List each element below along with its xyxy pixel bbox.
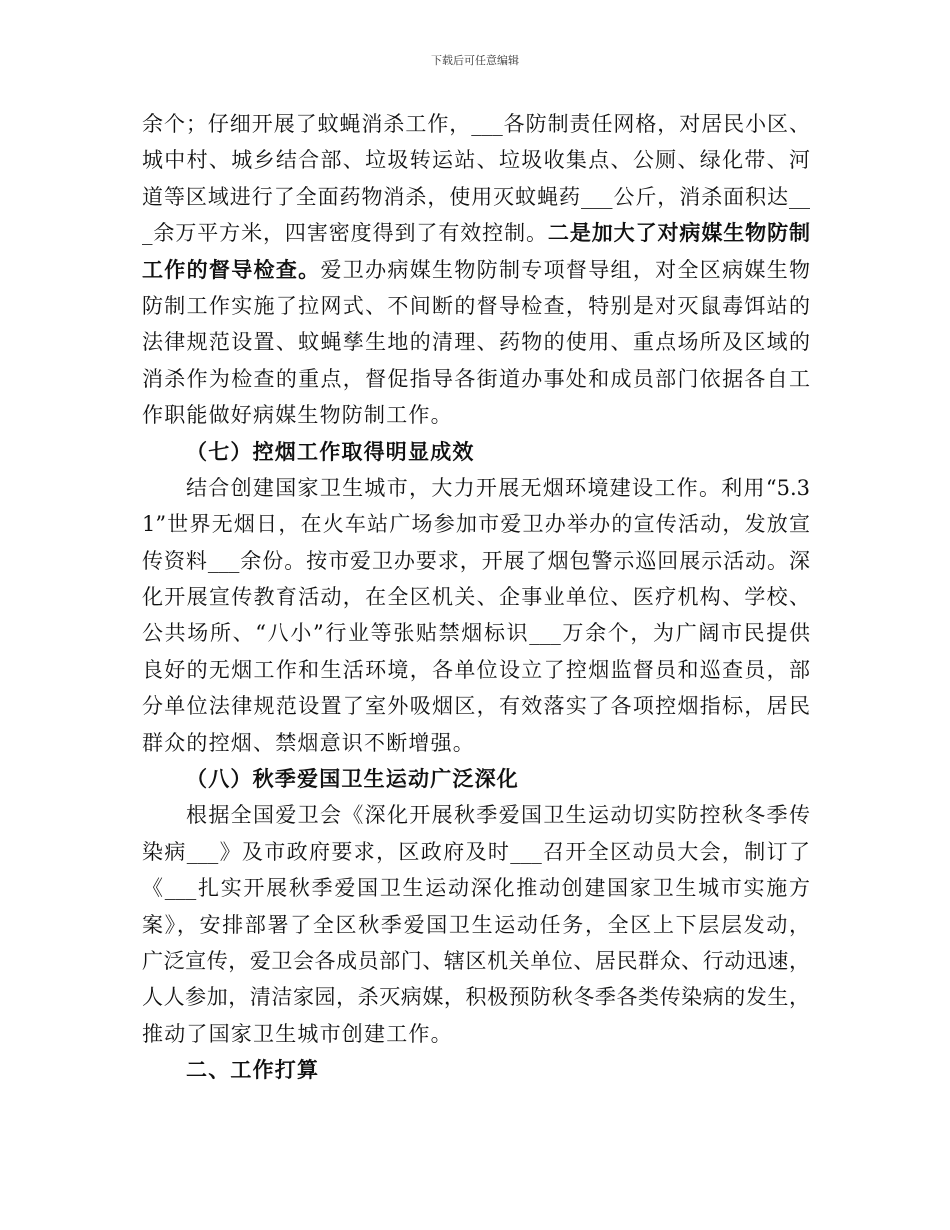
- text-line: 余个；仔细开展了蚊蝇消杀工作，___各防制责任网格，对居民小区、: [142, 112, 810, 136]
- text-line: 《___扎实开展秋季爱国卫生运动深化推动创建国家卫生城市实施方: [142, 876, 810, 901]
- section-heading: （八）秋季爱国卫生运动广泛深化: [186, 766, 519, 792]
- text-line: 道等区域进行了全面药物消杀，使用灭蚊蝇药___公斤，消杀面积达__: [142, 184, 810, 209]
- text-line: 结合创建国家卫生城市，大力开展无烟环境建设工作。利用“5.3: [186, 475, 810, 500]
- text-segment: _余万平方米，四害密度得到了有效控制。: [142, 221, 548, 246]
- text-line: 1”世界无烟日，在火车站广场参加市爱卫办举办的宣传活动，发放宣: [142, 512, 810, 537]
- text-line: 推动了国家卫生城市创建工作。: [142, 1021, 453, 1046]
- text-line: 分单位法律规范设置了室外吸烟区，有效落实了各项控烟指标，居民: [142, 694, 810, 719]
- text-line: 化开展宣传教育活动，在全区机关、企事业单位、医疗机构、学校、: [142, 585, 810, 610]
- text-line: 公共场所、“八小”行业等张贴禁烟标识___万余个，为广阔市民提供: [142, 621, 810, 646]
- document-body: [142, 106, 810, 1089]
- text-segment: 爱卫办病媒生物防制专项督导组，对全区病媒生物: [320, 257, 810, 282]
- text-line: 染病___》及市政府要求，区政府及时___召开全区动员大会，制订了: [142, 839, 810, 864]
- text-line: 广泛宣传，爱卫会各成员部门、辖区机关单位、居民群众、行动迅速，: [142, 948, 810, 973]
- text-line: 法律规范设置、蚊蝇孳生地的清理、药物的使用、重点场所及区域的: [142, 330, 810, 355]
- text-line: [142, 215, 810, 251]
- text-line: [142, 252, 810, 288]
- text-line: 群众的控烟、禁烟意识不断增强。: [142, 730, 475, 755]
- section-heading: （七）控烟工作取得明显成效: [186, 438, 475, 464]
- page-header-note: 下载后可任意编辑: [431, 54, 519, 67]
- text-line: 防制工作实施了拉网式、不间断的督导检查，特别是对灭鼠毒饵站的: [142, 293, 810, 318]
- text-line: 作职能做好病媒生物防制工作。: [142, 403, 453, 428]
- text-line: 消杀作为检查的重点，督促指导各街道办事处和成员部门依据各自工: [142, 366, 810, 391]
- text-line: 人人参加，清洁家园，杀灭病媒，积极预防秋冬季各类传染病的发生，: [142, 985, 810, 1010]
- text-line: 根据全国爱卫会《深化开展秋季爱国卫生运动切实防控秋冬季传: [186, 803, 810, 828]
- text-line: 城中村、城乡结合部、垃圾转运站、垃圾收集点、公厕、绿化带、河: [142, 148, 810, 173]
- section-heading: 二、工作打算: [186, 1057, 320, 1083]
- bold-text-segment: 二是加大了对病媒生物防制: [547, 220, 810, 246]
- text-line: 良好的无烟工作和生活环境，各单位设立了控烟监督员和巡查员，部: [142, 657, 810, 682]
- text-line: 传资料___余份。按市爱卫办要求，开展了烟包警示巡回展示活动。深: [142, 548, 810, 573]
- bold-text-segment: 工作的督导检查。: [142, 256, 321, 282]
- text-line: 案》，安排部署了全区秋季爱国卫生运动任务，全区上下层层发动，: [142, 912, 810, 937]
